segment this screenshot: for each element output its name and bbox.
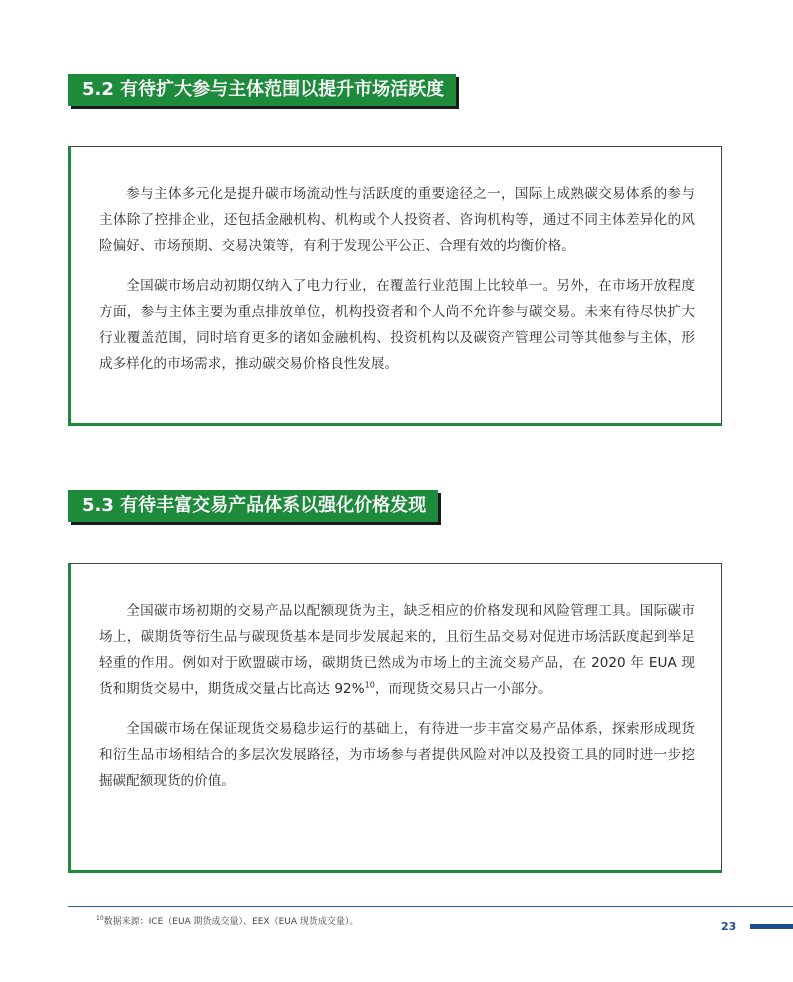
text-box-5-3 <box>68 563 722 873</box>
paragraph-text: 全国碳市场初期的交易产品以配额现货为主，缺乏相应的价格发现和风险管理工具。国际碳市场上，碳期货等衍生品与碳现货基本是同步发展起来的，且衍生品交易对促进市场活跃度起到举足轻重的作用。例如对于欧盟碳市场，碳期货已然成为市场上的主流交易产品，在 2020 年 EUA 现货和期货交易中，期货成交量占比高达 92% <box>99 603 695 697</box>
footnote-ref[interactable]: 10 <box>364 680 375 690</box>
paragraph <box>99 598 695 702</box>
paragraph: 全国碳市场启动初期仅纳入了电力行业，在覆盖行业范围上比较单一。另外，在市场开放程度方面，参与主体主要为重点排放单位，机构投资者和个人尚不允许参与碳交易。未来有待尽快扩大行业覆盖范围，同时培育更多的诸如金融机构、投资机构以及碳资产管理公司等其他参与主体，形成多样化的市场需求，推动碳交易价格良性发展。 <box>99 278 695 372</box>
page-number: 23 <box>721 920 737 933</box>
section-heading-5-2: 5.2 有待扩大参与主体范围以提升市场活跃度 <box>68 74 456 106</box>
footer-rule <box>68 906 793 907</box>
text-box-5-2 <box>68 146 722 426</box>
paragraph-text: ，而现货交易只占一小部分。 <box>374 681 552 697</box>
section-heading-5-3: 5.3 有待丰富交易产品体系以强化价格发现 <box>68 490 438 522</box>
footnote-text: 数据来源：ICE（EUA 期货成交量）、EEX（EUA 现货成交量）。 <box>103 917 359 927</box>
paragraph: 全国碳市场在保证现货交易稳步运行的基础上，有待进一步丰富交易产品体系，探索形成现货和衍生品市场相结合的多层次发展路径，为市场参与者提供风险对冲以及投资工具的同时进一步挖掘碳配额现货的价值。 <box>99 721 695 789</box>
page-bar <box>750 924 793 929</box>
paragraph: 参与主体多元化是提升碳市场流动性与活跃度的重要途径之一，国际上成熟碳交易体系的参与主体除了控排企业，还包括金融机构、机构或个人投资者、咨询机构等，通过不同主体差异化的风险偏好、市场预期、交易决策等，有利于发现公平公正、合理有效的均衡价格。 <box>99 186 695 254</box>
footnote-number: 10 <box>96 915 104 922</box>
footnote <box>96 914 358 927</box>
